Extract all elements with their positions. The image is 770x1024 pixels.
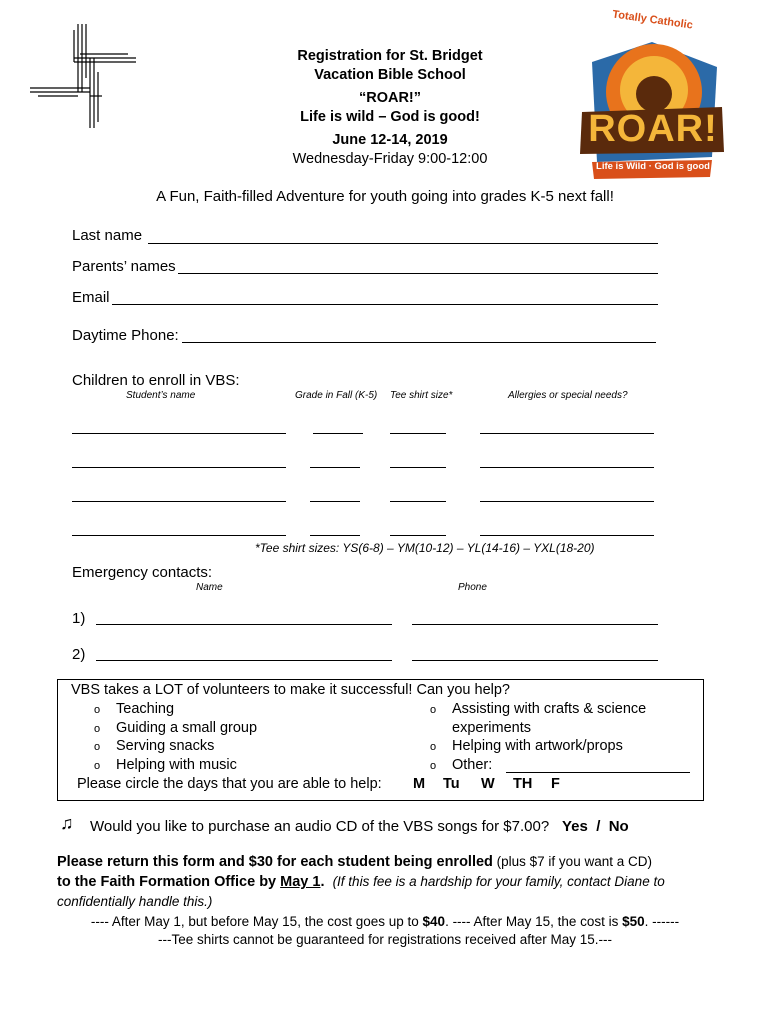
other-field[interactable] (506, 772, 690, 773)
child-2-grade-field[interactable] (310, 467, 360, 468)
col-emergency-phone: Phone (458, 582, 487, 593)
volunteer-box (57, 679, 704, 801)
child-3-allergies-field[interactable] (480, 501, 654, 502)
music-notes-icon: ♫ (60, 813, 74, 833)
child-4-grade-field[interactable] (310, 535, 360, 536)
days-prompt: Please circle the days that you are able to help: (77, 776, 382, 792)
title-block (230, 47, 550, 169)
return-bold-2: to the Faith Formation Office by (57, 874, 281, 890)
late-fee-text-2: . ---- After May 15, the cost is (445, 914, 623, 929)
option-label: Assisting with crafts & science (452, 701, 647, 717)
return-cd-note: (plus $7 if you want a CD) (492, 854, 652, 869)
children-heading: Children to enroll in VBS: (72, 372, 240, 389)
emergency-heading: Emergency contacts: (72, 564, 213, 581)
child-2-allergies-field[interactable] (480, 467, 654, 468)
child-3-shirt-field[interactable] (390, 501, 446, 502)
logo-top-text: Totally Catholic (611, 8, 694, 32)
checkbox-circle-icon[interactable]: o (430, 760, 437, 772)
late-fee-text-3: . ------ (644, 914, 680, 929)
option-snacks[interactable] (94, 738, 214, 754)
checkbox-circle-icon[interactable]: o (94, 741, 101, 753)
title-line-1: Registration for St. Bridget (297, 48, 483, 64)
return-bold-1: Please return this form and $30 for each student being enrolled (57, 854, 493, 870)
hardship-note-continued: confidentially handle this.) (57, 894, 213, 909)
child-1-grade-field[interactable] (313, 433, 363, 434)
late-fee-text-1: ---- After May 1, but before May 15, the cost goes up to (90, 914, 423, 929)
checkbox-circle-icon[interactable]: o (430, 741, 437, 753)
return-instructions (57, 852, 727, 911)
late-fee-note (0, 914, 770, 929)
option-label: Serving snacks (116, 738, 215, 754)
child-1-shirt-field[interactable] (390, 433, 446, 434)
cd-question: Would you like to purchase an audio CD of the VBS songs for $7.00? (90, 818, 550, 835)
child-3-name-field[interactable] (72, 501, 286, 502)
emergency-1-name-field[interactable] (96, 624, 392, 625)
option-label: Guiding a small group (116, 720, 258, 736)
logo-main-text: ROAR! (588, 108, 718, 150)
cross-decoration-icon (28, 22, 138, 132)
day-friday[interactable]: F (551, 776, 560, 792)
child-1-name-field[interactable] (72, 433, 286, 434)
option-label: Helping with artwork/props (452, 738, 623, 754)
daytime-phone-field[interactable] (182, 342, 656, 343)
option-artwork[interactable] (430, 738, 623, 754)
return-period: . (320, 874, 325, 890)
emergency-row-2-label: 2) (72, 646, 86, 663)
late-fee-price-2: $50 (622, 914, 645, 929)
option-label: experiments (452, 720, 531, 736)
roar-logo-graphic (572, 12, 732, 182)
hardship-note: (If this fee is a hardship for your family, contact Diane to (332, 874, 665, 889)
emergency-2-phone-field[interactable] (412, 660, 658, 661)
col-allergies: Allergies or special needs? (508, 390, 628, 401)
emergency-1-phone-field[interactable] (412, 624, 658, 625)
option-crafts-continued (452, 720, 531, 736)
emergency-row-1-label: 1) (72, 610, 86, 627)
event-times: Wednesday-Friday 9:00-12:00 (292, 151, 488, 167)
day-monday[interactable]: M (413, 776, 426, 792)
cd-answer-options[interactable]: Yes / No (562, 818, 629, 835)
col-emergency-name: Name (196, 582, 223, 593)
child-1-allergies-field[interactable] (480, 433, 654, 434)
option-teaching[interactable] (94, 701, 174, 717)
theme-subtitle: Life is wild – God is good! (300, 109, 480, 125)
event-dates: June 12-14, 2019 (332, 132, 448, 148)
child-3-grade-field[interactable] (310, 501, 360, 502)
last-name-field[interactable] (148, 243, 658, 244)
child-2-name-field[interactable] (72, 467, 286, 468)
emergency-2-name-field[interactable] (96, 660, 392, 661)
option-music[interactable] (94, 757, 237, 773)
theme-title: “ROAR!” (358, 90, 422, 106)
child-4-shirt-field[interactable] (390, 535, 446, 536)
late-fee-price-1: $40 (422, 914, 446, 929)
day-tuesday[interactable]: Tu (443, 776, 460, 792)
col-student-name: Student’s name (126, 390, 196, 401)
daytime-phone-label: Daytime Phone: (72, 327, 179, 344)
option-guiding[interactable] (94, 720, 257, 736)
option-other[interactable] (430, 757, 492, 773)
return-deadline: May 1 (280, 874, 321, 890)
child-4-name-field[interactable] (72, 535, 286, 536)
col-grade: Grade in Fall (K-5) (295, 390, 378, 401)
parents-names-field[interactable] (178, 273, 658, 274)
checkbox-circle-icon[interactable]: o (430, 704, 437, 716)
option-label: Other: (452, 757, 493, 773)
logo-banner-text: Life is Wild · God is good (596, 161, 710, 172)
title-line-2: Vacation Bible School (314, 67, 466, 83)
tee-shirt-disclaimer: ---Tee shirts cannot be guaranteed for registrations received after May 15.--- (158, 932, 612, 947)
last-name-label: Last name (72, 227, 143, 244)
option-crafts[interactable] (430, 701, 646, 717)
shirt-size-note: *Tee shirt sizes: YS(6-8) – YM(10-12) – YL(14-16) – YXL(18-20) (255, 541, 595, 555)
parents-names-label: Parents’ names (72, 258, 176, 275)
checkbox-circle-icon[interactable]: o (94, 704, 101, 716)
email-label: Email (72, 289, 110, 306)
day-thursday[interactable]: TH (513, 776, 533, 792)
checkbox-circle-icon[interactable]: o (94, 760, 101, 772)
day-wednesday[interactable]: W (481, 776, 495, 792)
volunteer-intro: VBS takes a LOT of volunteers to make it successful! Can you help? (71, 682, 510, 698)
child-2-shirt-field[interactable] (390, 467, 446, 468)
col-shirt-size: Tee shirt size* (390, 390, 453, 401)
option-label: Helping with music (116, 757, 237, 773)
tagline: A Fun, Faith-filled Adventure for youth going into grades K-5 next fall! (156, 188, 614, 205)
roar-logo (572, 8, 732, 182)
child-4-allergies-field[interactable] (480, 535, 654, 536)
checkbox-circle-icon[interactable]: o (94, 723, 101, 735)
email-field[interactable] (112, 304, 658, 305)
option-label: Teaching (116, 701, 175, 717)
